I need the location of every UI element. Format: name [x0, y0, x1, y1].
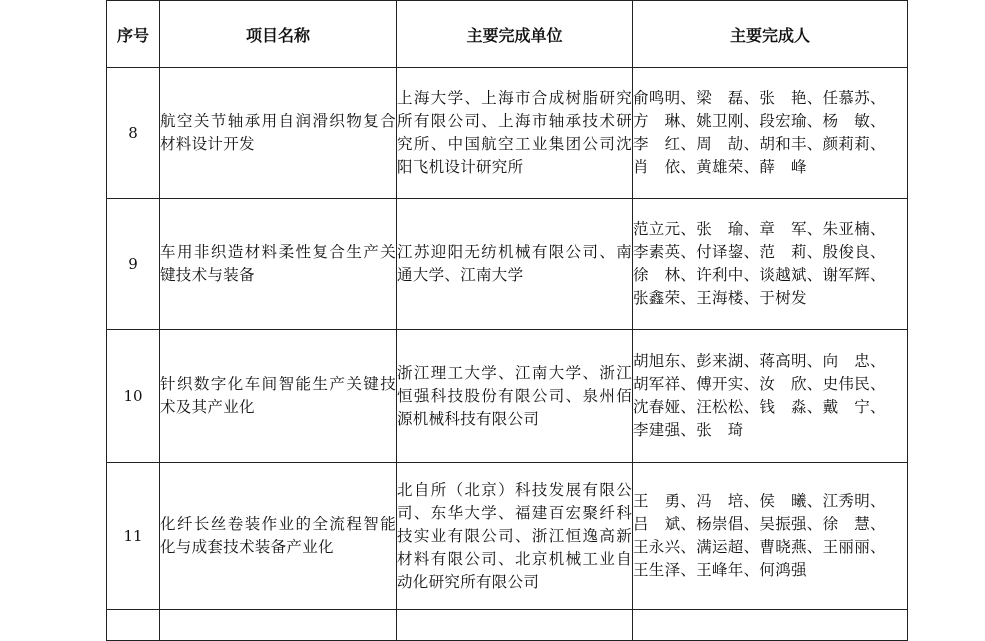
people-line: 张鑫荣、王海楼、于树发 [633, 289, 807, 307]
people-line: 王 勇、冯 培、侯 曦、江秀明、 [633, 492, 886, 510]
row-project: 针织数字化车间智能生产关键技术及其产业化 [160, 330, 397, 463]
row-people [633, 463, 908, 610]
people-line: 李 红、周 劼、胡和丰、颜莉莉、 [633, 135, 886, 153]
people-line: 俞鸣明、梁 磊、张 艳、任慕苏、 [633, 89, 886, 107]
header-people: 主要完成人 [633, 1, 908, 68]
table-row [107, 199, 908, 330]
row-seq: 8 [107, 68, 160, 199]
people-line: 吕 斌、杨崇倡、吴振强、徐 慧、 [633, 515, 886, 533]
empty-cell [633, 610, 908, 641]
row-units: 上海大学、上海市合成树脂研究所有限公司、上海市轴承技术研究所、中国航空工业集团公司沈阳飞机设计研究所 [397, 68, 633, 199]
empty-cell [397, 610, 633, 641]
row-seq: 10 [107, 330, 160, 463]
row-people [633, 68, 908, 199]
people-line: 胡军祥、傅开实、汝 欣、史伟民、 [633, 375, 886, 393]
header-project: 项目名称 [160, 1, 397, 68]
header-seq: 序号 [107, 1, 160, 68]
people-line: 李素英、付译鋆、范 莉、殷俊良、 [633, 243, 886, 261]
row-units: 浙江理工大学、江南大学、浙江恒强科技股份有限公司、泉州佰源机械科技有限公司 [397, 330, 633, 463]
people-line: 徐 林、许利中、谈越斌、谢军辉、 [633, 266, 886, 284]
row-units: 北自所（北京）科技发展有限公司、东华大学、福建百宏聚纤科技实业有限公司、浙江恒逸高新材料有限公司、北京机械工业自动化研究所有限公司 [397, 463, 633, 610]
table-row-partial [107, 610, 908, 641]
people-line: 李建强、张 琦 [633, 421, 744, 439]
empty-cell [160, 610, 397, 641]
row-project: 航空关节轴承用自润滑织物复合材料设计开发 [160, 68, 397, 199]
people-line: 王永兴、满运超、曹晓燕、王丽丽、 [633, 538, 886, 556]
awards-table [106, 0, 908, 641]
table-row [107, 330, 908, 463]
people-line: 沈春娅、汪松松、钱 淼、戴 宁、 [633, 398, 886, 416]
people-line: 胡旭东、彭来湖、蒋高明、向 忠、 [633, 352, 886, 370]
people-line: 王生泽、王峰年、何鸿强 [633, 561, 807, 579]
row-project: 车用非织造材料柔性复合生产关键技术与装备 [160, 199, 397, 330]
row-people [633, 330, 908, 463]
table-row [107, 463, 908, 610]
empty-cell [107, 610, 160, 641]
header-units: 主要完成单位 [397, 1, 633, 68]
people-line: 方 琳、姚卫刚、段宏瑜、杨 敏、 [633, 112, 886, 130]
row-units: 江苏迎阳无纺机械有限公司、南通大学、江南大学 [397, 199, 633, 330]
row-people [633, 199, 908, 330]
row-seq: 11 [107, 463, 160, 610]
table-row [107, 68, 908, 199]
header-row [107, 1, 908, 68]
row-project: 化纤长丝卷装作业的全流程智能化与成套技术装备产业化 [160, 463, 397, 610]
people-line: 范立元、张 瑜、章 军、朱亚楠、 [633, 220, 886, 238]
row-seq: 9 [107, 199, 160, 330]
people-line: 肖 依、黄雄荣、薛 峰 [633, 158, 807, 176]
